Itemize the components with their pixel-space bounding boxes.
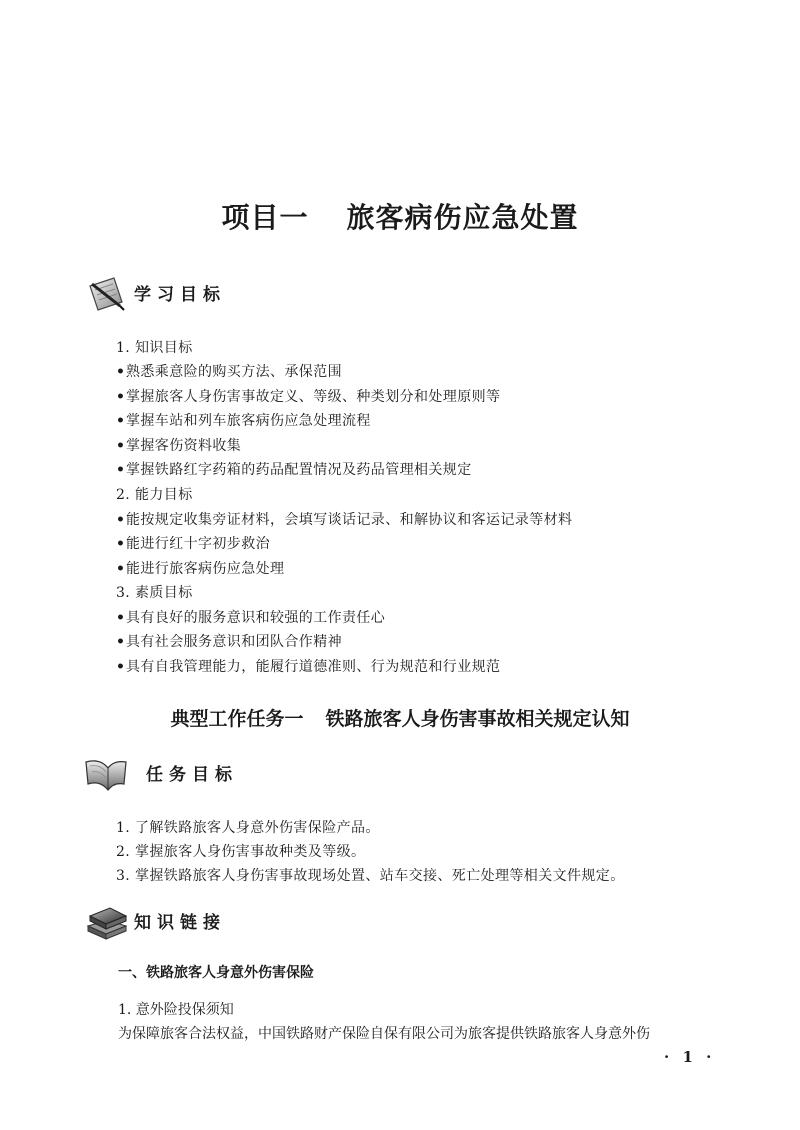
list-item: •能进行红十字初步救治 bbox=[116, 536, 270, 552]
learning-goals-header bbox=[84, 272, 284, 316]
list-item: •具有良好的服务意识和较强的工作责任心 bbox=[116, 610, 386, 626]
knowledge-goal-label: 1. 知识目标 bbox=[116, 340, 193, 356]
page-title bbox=[0, 196, 800, 236]
open-book-icon bbox=[84, 752, 128, 796]
list-item: •掌握客伤资料收集 bbox=[116, 438, 242, 454]
task-name: 铁路旅客人身伤害事故相关规定认知 bbox=[325, 708, 630, 730]
paragraph: 为保障旅客合法权益，中国铁路财产保险自保有限公司为旅客提供铁路旅客人身意外伤 bbox=[118, 1026, 650, 1042]
task-title bbox=[0, 704, 800, 731]
knowledge-link-header bbox=[84, 900, 284, 944]
knowledge-link-heading: 知识链接 bbox=[134, 913, 226, 933]
list-item: •具有自我管理能力，能履行道德准则、行为规范和行业规范 bbox=[116, 659, 501, 675]
task-goals-header bbox=[84, 752, 284, 796]
list-item: •具有社会服务意识和团队合作精神 bbox=[116, 634, 342, 650]
list-item: •熟悉乘意险的购买方法、承保范围 bbox=[116, 364, 342, 380]
list-item: 2. 掌握旅客人身伤害事故种类及等级。 bbox=[116, 844, 366, 860]
list-item: •能进行旅客病伤应急处理 bbox=[116, 561, 285, 577]
list-item: •掌握铁路红字药箱的药品配置情况及药品管理相关规定 bbox=[116, 462, 472, 478]
quality-goal-label: 3. 素质目标 bbox=[116, 585, 193, 601]
title-project-name: 旅客病伤应急处置 bbox=[346, 201, 579, 234]
book-stack-icon bbox=[84, 900, 128, 944]
list-item: •能按规定收集旁证材料，会填写谈话记录、和解协议和客运记录等材料 bbox=[116, 512, 573, 528]
sub-title: 1. 意外险投保须知 bbox=[118, 1002, 234, 1018]
learning-goals-heading: 学习目标 bbox=[134, 285, 226, 305]
list-item: 1. 了解铁路旅客人身意外伤害保险产品。 bbox=[116, 820, 380, 836]
task-number: 典型工作任务一 bbox=[170, 708, 304, 730]
ability-goal-label: 2. 能力目标 bbox=[116, 487, 193, 503]
page-number: · 1 · bbox=[664, 1048, 716, 1066]
title-project-number: 项目一 bbox=[221, 201, 309, 234]
list-item: •掌握车站和列车旅客病伤应急处理流程 bbox=[116, 413, 371, 429]
section-title: 一、铁路旅客人身意外伤害保险 bbox=[118, 965, 314, 981]
list-item: •掌握旅客人身伤害事故定义、等级、种类划分和处理原则等 bbox=[116, 389, 501, 405]
notepad-pencil-icon bbox=[84, 272, 128, 316]
task-goals-heading: 任务目标 bbox=[146, 765, 238, 785]
list-item: 3. 掌握铁路旅客人身伤害事故现场处置、站车交接、死亡处理等相关文件规定。 bbox=[116, 868, 625, 884]
